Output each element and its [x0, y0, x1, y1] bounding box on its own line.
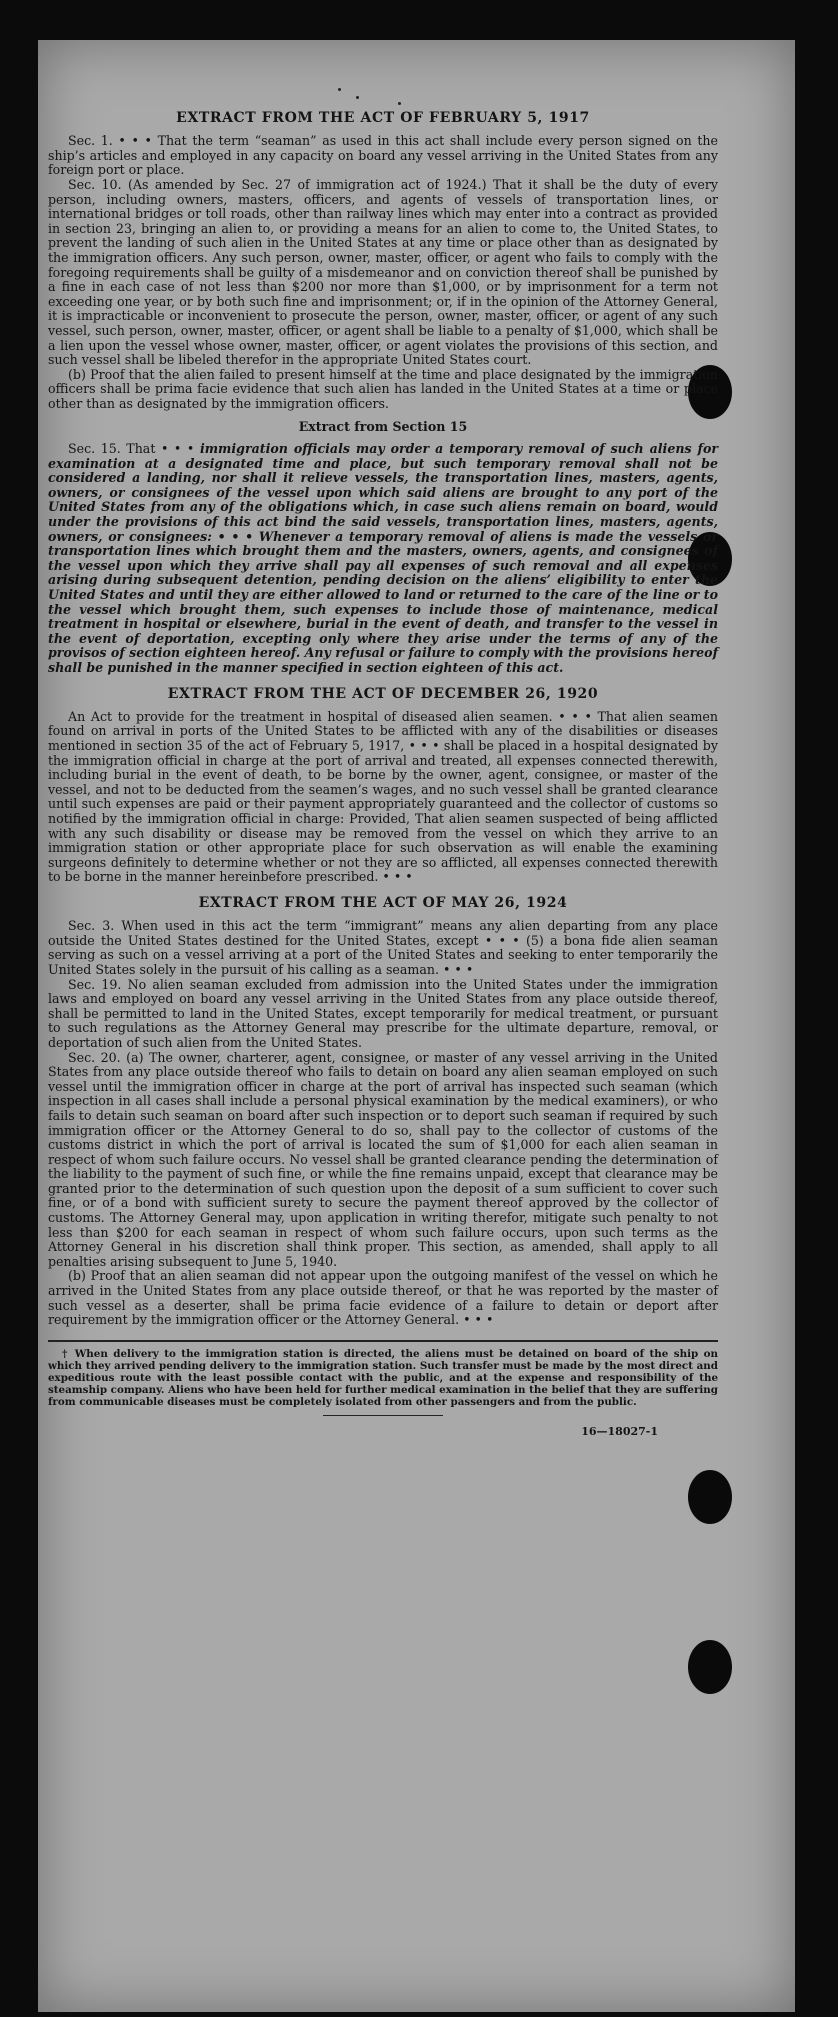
heading-act-1917: EXTRACT FROM THE ACT OF FEBRUARY 5, 1917 — [176, 110, 590, 126]
heading-act-1920: EXTRACT FROM THE ACT OF DECEMBER 26, 1920 — [167, 685, 599, 702]
section-15-text: immigration officials may order a temporary removal of such aliens for examination at a designated time and place, but such temporary removal shall not be considered a landing, nor shall it relieve vessels, the transportation lines, masters, agents, owners, or consignees of the vessel upon which said aliens are brought to any port of the United States from any of the obligations which, in case such aliens remain on board, would under the provisions of this act bind the said vessels, transportation lines, masters, agents, owners, or consignees: • • • Whenever a temporary removal of aliens is made the vessels or transportation lines which brought them and the masters, owners, agents, and consignees of the vessel upon which they arrive shall pay all expenses of such removal and all expenses arising during subsequent detention, pending decision on the aliens’ eligibility to enter the United States and until they are either allowed to land or returned to the care of the line or to the vessel which brought them, such expenses to include those of maintenance, medical treatment in hospital or elsewhere, burial in the event of death, and transfer to the vessel in the event of deportation, excepting only where they arise under the terms of any of the provisos of section eighteen hereof. Any refusal or failure to comply with the provisions hereof shall be punished in the manner specified in section eighteen of this act. — [48, 441, 718, 676]
heading-section-15: Extract from Section 15 — [298, 418, 468, 434]
section-15-lead: Sec. 15. That • • • — [68, 441, 195, 457]
footnote-divider — [48, 1340, 718, 1342]
section-15-paragraph — [48, 442, 718, 676]
form-number: 16—18027-1 — [581, 1424, 658, 1438]
document-body — [48, 100, 718, 1438]
section-20a-text: Sec. 20. (a) The owner, charterer, agent, consignee, or master of any vessel arriving in the United States from any place outside thereof who fails to detain on board any alien seaman employed on such vessel until the immigration officer in charge at the port of arrival has inspected such seaman (which inspection in all cases shall include a personal physical examination by the medical examiners), or who fails to detain such seaman on board after such inspection or to deport such seaman if required by such immigration officer or the Attorney General to do so, shall pay to the collector of customs of the customs district in which the port of arrival is located the sum of $1,000 for each alien seaman in respect of whom such failure occurs. No vessel shall be granted clearance pending the determination of the liability to the payment of such fine, or while the fine remains unpaid, except that clearance may be granted prior to the determination of such question upon the deposit of a sum sufficient to cover such fine, or of a bond with sufficient surety to secure the payment thereof approved by the collector of customs. The Attorney General may, upon application in writing therefor, mitigate such penalty to not less than $200 for each seaman in respect of whom such failure occurs, upon such terms as the Attorney General in his discretion shall think proper. This section, as amended, shall apply to all penalties arising subsequent to June 5, 1940. — [48, 1049, 718, 1269]
act-1920-text: An Act to provide for the treatment in hospital of diseased alien seamen. • • • That alien seamen found on arrival in ports of the United States to be afflicted with any of the disabilities or diseases mentioned in section 35 of the act of February 5, 1917, • • • shall be placed in a hospital designated by the immigration official in charge at the port of arrival and treated, all expenses connected therewith, including burial in the event of death, to be borne by the owner, agent, consignee, or master of the vessel, and not to be deducted from the seamen’s wages, and no such vessel shall be granted clearance until such expenses are paid or their payment appropriately guaranteed and the collector of customs so notified by the immigration official in charge: Provided, That alien seamen suspected of being afflicted with any such disability or disease may be removed from the vessel on which they arrive to an immigration station or other appropriate place for such observation as will enable the examining surgeons definitely to determine whether or not they are so afflicted, all expenses connected therewith to be borne in the manner hereinbefore prescribed. • • • — [48, 708, 718, 885]
footnote-text: † When delivery to the immigration station is directed, the aliens must be detained on board of the ship on which they arrived pending delivery to the immigration station. Such transfer must be made by the most direct and expeditious route with the least possible contact with the public, and at the expense and responsibility of the steamship company. Aliens who have been held for further medical examination in the belief that they are suffering from communicable diseases must be completely isolated from other passengers and from the public. — [48, 1347, 718, 1409]
punch-hole — [688, 1640, 732, 1694]
section-20b-text: (b) Proof that an alien seaman did not appear upon the outgoing manifest of the vessel on which he arrived in the United States from any place outside thereof, or that he was reported by the master of such vessel as a deserter, shall be prima facie evidence of a failure to detain or deport after requirement by the immigration officer or the Attorney General. • • • — [48, 1268, 718, 1328]
section-19-text: Sec. 19. No alien seaman excluded from admission into the United States under the immigration laws and employed on board any vessel arriving in the United States from any place outside thereof, shall be permitted to land in the United States, except temporarily for medical treatment, or pursuant to such regulations as the Attorney General may prescribe for the ultimate departure, removal, or deportation of such alien from the United States. — [48, 976, 718, 1050]
section-1-text: Sec. 1. • • • That the term “seaman” as used in this act shall include every person signed on the ship’s articles and employed in any capacity on board any vessel arriving in the United States from any foreign port or place. — [48, 133, 718, 178]
punch-hole — [688, 1470, 732, 1524]
footnote-end-rule — [323, 1415, 443, 1416]
section-10-text: Sec. 10. (As amended by Sec. 27 of immigration act of 1924.) That it shall be the duty of every person, including owners, masters, officers, and agents of vessels of transportation lines, or international bridges or toll roads, other than railway lines which may enter into a contract as provided in section 23, bringing an alien to, or providing a means for an alien to come to, the United States, to prevent the landing of such alien in the United States at any time or place other than as designated by the immigration officers. Any such person, owner, master, officer, or agent who fails to comply with the foregoing requirements shall be guilty of a misdemeanor and on conviction thereof shall be punished by a fine in each case of not less than $200 nor more than $1,000, or by imprisonment for a term not exceeding one year, or by both such fine and imprisonment; or, if in the opinion of the Attorney General, it is impracticable or inconvenient to prosecute the person, owner, master, officer, or agent of any such vessel, such person, owner, master, officer, or agent shall be liable to a penalty of $1,000, which shall be a lien upon the vessel whose owner, master, officer, or agent violates the provisions of this section, and such vessel shall be libeled therefor in the appropriate United States court. — [48, 177, 718, 368]
scan-speck — [338, 88, 341, 91]
heading-act-1924: EXTRACT FROM THE ACT OF MAY 26, 1924 — [198, 894, 568, 911]
scan-speck — [356, 96, 359, 99]
section-10b-text: (b) Proof that the alien failed to present himself at the time and place designated by the immigration officers shall be prima facie evidence that such alien has landed in the United States at a time or place other than as designated by the immigration officers. — [48, 366, 718, 411]
section-3-text: Sec. 3. When used in this act the term “immigrant” means any alien departing from any place outside the United States destined for the United States, except • • • (5) a bona fide alien seaman serving as such on a vessel arriving at a port of the United States and seeking to enter temporarily the United States solely in the pursuit of his calling as a seaman. • • • — [48, 918, 718, 977]
